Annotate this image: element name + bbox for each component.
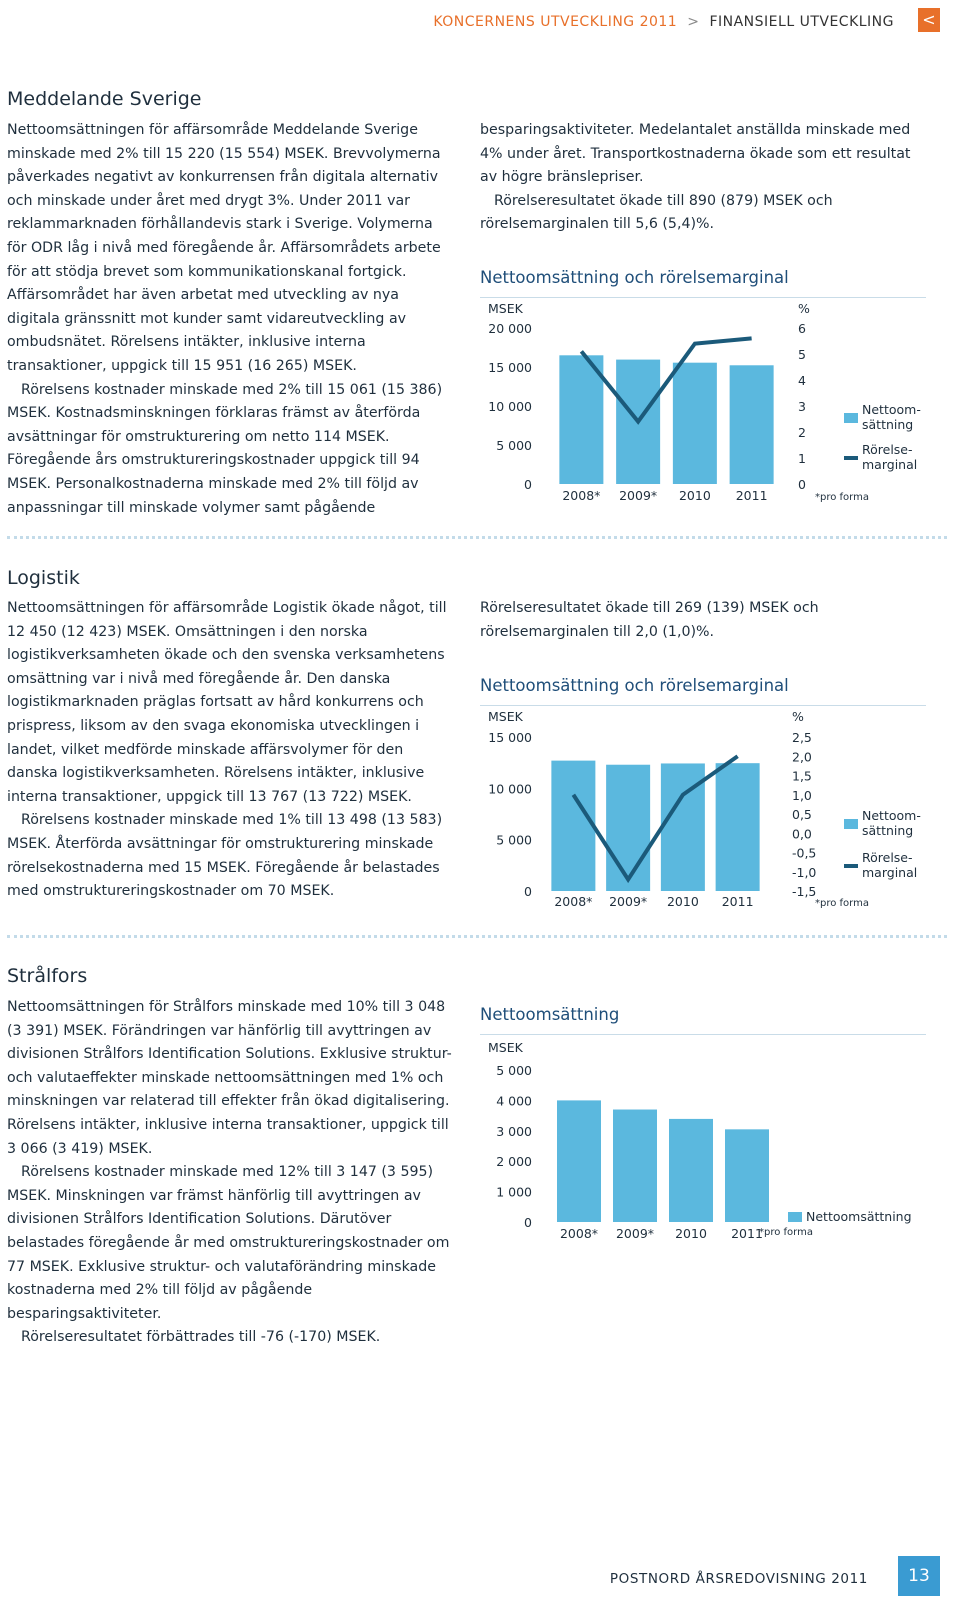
chart-stralfors bbox=[480, 1037, 926, 1247]
x-tick-label: 2010 bbox=[675, 1226, 707, 1241]
bar bbox=[613, 1110, 657, 1222]
y-tick-label: 0 bbox=[524, 1215, 532, 1230]
chart-title: Nettoomsättning bbox=[480, 1005, 620, 1024]
report-title: POSTNORD ÅRSREDOVISNING 2011 bbox=[609, 1571, 868, 1587]
legend-label: sättning bbox=[862, 823, 914, 838]
paragraph: besparingsaktiviteter. Medelantalet anställda minskade med 4% under året. Transportkostnaderna ökade som ett resultat av högre bränslepriser. bbox=[480, 122, 911, 186]
legend-label: sättning bbox=[862, 417, 914, 432]
y2-tick-label: 2,0 bbox=[792, 749, 812, 765]
legend-swatch-bar bbox=[788, 1212, 802, 1222]
y2-axis-label: % bbox=[798, 301, 810, 316]
section-3-left-column bbox=[7, 996, 452, 1350]
paragraph: Rörelsens kostnader minskade med 12% till 3 147 (3 595) MSEK. Minskningen var främst hänförlig till avyttringen av divisionen Strålfors Identification Solutions. Därutöver belastades föregående år med omstruktureringskostnader om 77 MSEK. Exklusive struktur- och valutaförändring minskade kostnaderna med 2% till följd av pågående besparingsaktiviteter. bbox=[7, 1164, 450, 1322]
paragraph: Rörelseresultatet ökade till 890 (879) MSEK och rörelsemarginalen till 5,6 (5,4)%. bbox=[480, 192, 833, 233]
y-axis-label: MSEK bbox=[488, 709, 523, 724]
legend-label: marginal bbox=[862, 457, 918, 472]
page-header bbox=[0, 0, 960, 46]
y-tick-label: 0 bbox=[524, 477, 532, 492]
legend-label: Rörelse- bbox=[862, 442, 913, 457]
y2-tick-label: 4 bbox=[798, 373, 806, 388]
legend-swatch-line bbox=[844, 864, 858, 868]
bar bbox=[559, 355, 603, 484]
section-title-stralfors: Strålfors bbox=[7, 965, 88, 987]
x-tick-label: 2008* bbox=[554, 894, 593, 909]
y2-tick-label: 2,5 bbox=[792, 730, 812, 745]
section-divider bbox=[7, 935, 947, 938]
y2-tick-label: 3 bbox=[798, 399, 806, 414]
paragraph: Rörelsens kostnader minskade med 1% till 13 498 (13 583) MSEK. Återförda avsättningar för omstrukturering minskade rörelsekostnaderna med 15 MSEK. Föregående år belastades med omstruktureringskostnader om 70 MSEK. bbox=[7, 812, 443, 900]
y-tick-label: 5 000 bbox=[496, 1063, 532, 1078]
y2-tick-label: 0,5 bbox=[792, 807, 812, 822]
bar bbox=[730, 365, 774, 484]
x-tick-label: 2010 bbox=[678, 488, 711, 503]
bar bbox=[551, 761, 595, 891]
paragraph: Rörelseresultatet förbättrades till -76 (-170) MSEK. bbox=[21, 1329, 381, 1346]
breadcrumb-current: FINANSIELL UTVECKLING bbox=[709, 14, 894, 30]
bar bbox=[669, 1119, 713, 1222]
y2-tick-label: 1,0 bbox=[792, 787, 812, 803]
y2-tick-label: -1,0 bbox=[792, 864, 817, 880]
bar bbox=[606, 765, 650, 891]
bar bbox=[557, 1100, 601, 1222]
footnote: *pro forma bbox=[759, 1227, 813, 1238]
chart-title: Nettoomsättning och rörelsemarginal bbox=[480, 676, 789, 695]
legend-label: Nettoom- bbox=[862, 808, 921, 823]
y-tick-label: 5 000 bbox=[496, 832, 532, 848]
margin-line bbox=[581, 338, 751, 421]
y2-tick-label: 0,0 bbox=[792, 826, 812, 842]
x-tick-label: 2010 bbox=[666, 894, 699, 909]
chart-meddelande bbox=[480, 300, 926, 510]
x-tick-label: 2008* bbox=[562, 488, 601, 503]
x-tick-label: 2011 bbox=[731, 1226, 763, 1241]
bar bbox=[725, 1129, 769, 1222]
x-tick-label: 2009* bbox=[619, 488, 658, 503]
x-tick-label: 2009* bbox=[615, 1226, 655, 1241]
breadcrumb-parent[interactable]: KONCERNENS UTVECKLING 2011 bbox=[433, 14, 678, 30]
chart-logistik bbox=[480, 708, 926, 916]
paragraph: Nettoomsättningen för affärsområde Meddelande Sverige minskade med 2% till 15 220 (15 554) MSEK. Brevvolymerna påverkades negativt av konkurrensen från digitala alternativ och minskade under året med drygt 3%. Under 2011 var reklammarknaden förhållandevis stark i Sverige. Volymerna för ODR låg i nivå med föregående år. Affärsområdets arbete för att stödja brevet som kommunikationskanal fortgick. Affärsområdet har även arbetat med utveckling av nya digitala gränssnitt mot kunder samt vidareutveckling av ombudsnätet. Rörelsens intäkter, inklusive interna transaktioner, uppgick till 15 951 (16 265) MSEK. bbox=[7, 122, 441, 374]
y2-axis-label: % bbox=[792, 709, 804, 724]
paragraph: Rörelseresultatet ökade till 269 (139) MSEK och rörelsemarginalen till 2,0 (1,0)%. bbox=[480, 600, 819, 640]
y-tick-label: 1 000 bbox=[496, 1184, 532, 1200]
y-tick-label: 15 000 bbox=[488, 730, 532, 745]
x-tick-label: 2011 bbox=[721, 894, 754, 909]
chart-title: Nettoomsättning och rörelsemarginal bbox=[480, 268, 789, 287]
x-tick-label: 2009* bbox=[609, 894, 648, 909]
legend-swatch-line bbox=[844, 456, 858, 460]
footnote: *pro forma bbox=[815, 898, 869, 909]
y2-tick-label: 5 bbox=[798, 347, 806, 362]
page-number: 13 bbox=[898, 1556, 940, 1596]
section-title-meddelande: Meddelande Sverige bbox=[7, 88, 202, 110]
y-tick-label: 4 000 bbox=[496, 1093, 532, 1109]
legend-swatch-bar bbox=[844, 413, 858, 423]
section-1-left-column bbox=[7, 119, 452, 520]
bar bbox=[673, 363, 717, 484]
section-2-left-column bbox=[7, 597, 452, 904]
y-tick-label: 10 000 bbox=[488, 781, 532, 797]
y2-tick-label: -0,5 bbox=[792, 845, 817, 861]
legend-label: Nettoom- bbox=[862, 402, 921, 417]
x-tick-label: 2008* bbox=[559, 1226, 599, 1241]
legend-label: marginal bbox=[862, 865, 918, 880]
paragraph: Nettoomsättningen för Strålfors minskade med 10% till 3 048 (3 391) MSEK. Förändringen var hänförlig till avyttringen av divisionen Strålfors Identification Solutions. Exklusive struktur- och valutaeffekter minskade nettoomsättningen med 1% och minskningen var relaterad till effekter från ökad digitalisering. Rörelsens intäkter, inklusive interna transaktioner, uppgick till 3 066 (3 419) MSEK. bbox=[7, 999, 452, 1157]
bar bbox=[716, 763, 760, 891]
y2-tick-label: 2 bbox=[798, 425, 806, 440]
x-tick-label: 2011 bbox=[735, 488, 768, 503]
y2-tick-label: 0 bbox=[798, 477, 806, 492]
footnote: *pro forma bbox=[815, 492, 869, 503]
section-1-right-column bbox=[480, 119, 925, 237]
chart-title-rule bbox=[480, 705, 926, 706]
back-button[interactable]: < bbox=[918, 8, 940, 32]
y2-tick-label: 6 bbox=[798, 321, 806, 336]
y2-tick-label: 1,5 bbox=[792, 768, 812, 784]
paragraph: Nettoomsättningen för affärsområde Logistik ökade något, till 12 450 (12 423) MSEK. Omsättningen i den norska logistikverksamheten ökade och den svenska verksamhetens omsättning var i nivå med föregående år. Den danska logistikmarknaden präglas fortsatt av hård konkurrens och prispress, liksom av den svaga ekonomiska utvecklingen i landet, vilket medförde minskade affärsvolymer för den danska logistikverksamheten. Rörelsens intäkter, inklusive interna transaktioner, uppgick till 13 767 (13 722) MSEK. bbox=[7, 600, 447, 805]
breadcrumb bbox=[433, 14, 894, 30]
y-axis-label: MSEK bbox=[488, 1040, 523, 1055]
margin-line bbox=[573, 756, 737, 879]
y2-tick-label: -1,5 bbox=[792, 884, 817, 899]
chart-title-rule bbox=[480, 1034, 926, 1035]
y-tick-label: 5 000 bbox=[496, 438, 532, 453]
y-tick-label: 3 000 bbox=[496, 1123, 532, 1139]
y-tick-label: 15 000 bbox=[488, 360, 532, 375]
y-tick-label: 2 000 bbox=[496, 1154, 532, 1170]
legend-label: Nettoomsättning bbox=[806, 1209, 912, 1224]
y2-tick-label: 1 bbox=[798, 451, 806, 466]
paragraph: Rörelsens kostnader minskade med 2% till 15 061 (15 386) MSEK. Kostnadsminskningen förklaras främst av återförda avsättningar för omstrukturering om netto 114 MSEK. Föregående års omstruktureringskostnader uppgick till 94 MSEK. Personalkostnaderna minskade med 2% till följd av anpassningar till minskade volymer samt pågående bbox=[7, 381, 443, 516]
y-tick-label: 20 000 bbox=[488, 321, 532, 336]
section-title-logistik: Logistik bbox=[7, 567, 80, 589]
section-2-right-column bbox=[480, 597, 925, 644]
legend-swatch-bar bbox=[844, 819, 858, 829]
chart-title-rule bbox=[480, 297, 926, 298]
y-tick-label: 10 000 bbox=[488, 399, 532, 414]
y-tick-label: 0 bbox=[524, 884, 532, 899]
y-axis-label: MSEK bbox=[488, 301, 523, 316]
legend-label: Rörelse- bbox=[862, 850, 913, 865]
section-divider bbox=[7, 536, 947, 539]
breadcrumb-separator: > bbox=[687, 14, 700, 30]
